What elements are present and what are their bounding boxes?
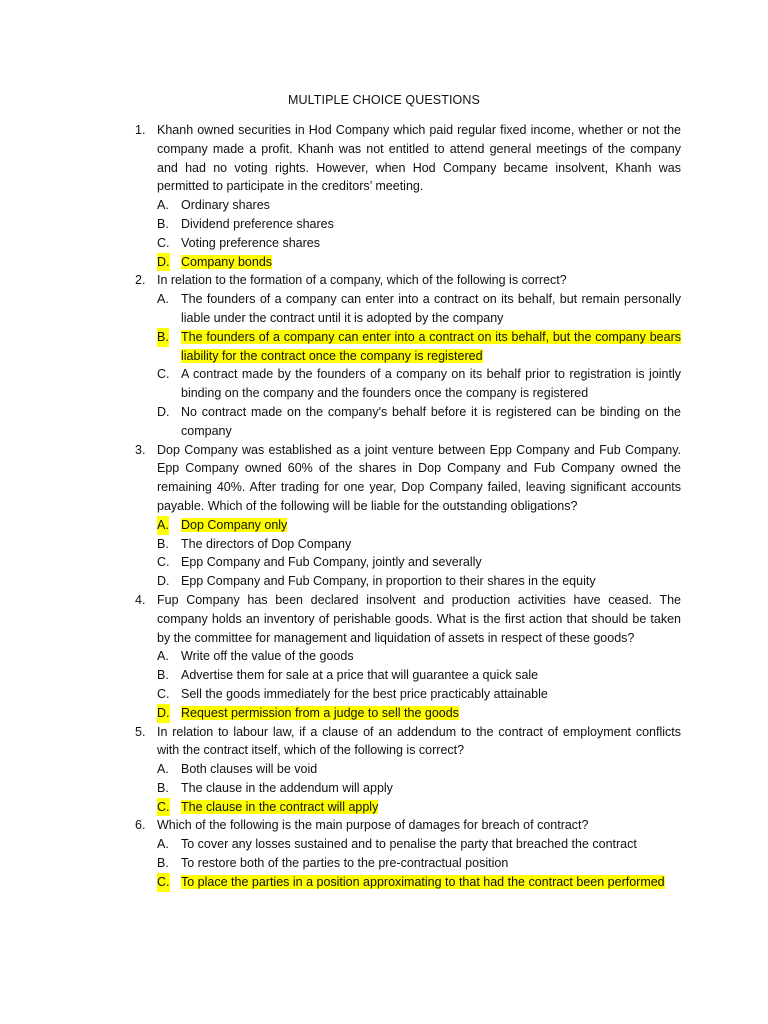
option-letter: B. (157, 668, 169, 683)
answer-option (157, 704, 681, 723)
answer-option (157, 234, 681, 253)
answer-option (157, 647, 681, 666)
option-text (181, 553, 681, 572)
answer-option (157, 835, 681, 854)
option-letter: A. (157, 198, 169, 213)
option-letter: B. (157, 780, 169, 795)
option-text (181, 647, 681, 666)
option-letter: D. (157, 574, 170, 589)
option-text (181, 666, 681, 685)
answer-option (157, 253, 681, 272)
option-text-highlighted (181, 253, 681, 272)
option-label: No contract made on the company's behalf before it is registered can be binding on the company (181, 404, 681, 438)
answer-option (157, 685, 681, 704)
option-label: Dividend preference shares (181, 216, 334, 231)
option-letter: B. (157, 536, 169, 551)
question-4 (135, 591, 681, 723)
option-label: The clause in the addendum will apply (181, 780, 393, 795)
option-label: A contract made by the founders of a company on its behalf prior to registration is jointly binding on the company and the founders once the company is registered (181, 367, 681, 401)
answer-options (157, 835, 681, 891)
option-label: The clause in the contract will apply (181, 799, 379, 814)
question-2 (135, 271, 681, 440)
option-text-highlighted (181, 704, 681, 723)
answer-option (157, 572, 681, 591)
answer-option (157, 760, 681, 779)
question-number: 2. (135, 273, 146, 288)
answer-option (157, 215, 681, 234)
option-label: Company bonds (181, 254, 273, 269)
answer-option (157, 666, 681, 685)
option-text (181, 572, 681, 591)
option-label: To cover any losses sustained and to penalise the party that breached the contract (181, 837, 637, 852)
question-5 (135, 723, 681, 817)
option-letter: B. (157, 856, 169, 871)
option-label: Sell the goods immediately for the best price practicably attainable (181, 686, 548, 701)
option-letter: B. (157, 328, 169, 347)
option-letter: A. (157, 516, 169, 535)
answer-option (157, 516, 681, 535)
question-text: In relation to the formation of a company, which of the following is correct? (157, 273, 567, 288)
question-text: Fup Company has been declared insolvent and production activities have ceased. The company holds an inventory of perishable goods. What is the first action that should be taken by the committee for management and liquidation of assets in respect of these goods? (157, 592, 681, 645)
option-text (181, 760, 681, 779)
option-letter: C. (157, 686, 170, 701)
answer-options (157, 760, 681, 816)
question-number: 4. (135, 592, 146, 607)
option-label: The founders of a company can enter into a contract on its behalf, but remain personally liable under the contract until it is adopted by the company (181, 292, 681, 325)
question-text: In relation to labour law, if a clause of an addendum to the contract of employment conflicts with the contract itself, which of the following is correct? (157, 724, 681, 758)
option-label: Epp Company and Fub Company, jointly and severally (181, 555, 482, 570)
option-text (181, 779, 681, 798)
option-label: Advertise them for sale at a price that will guarantee a quick sale (181, 668, 539, 683)
answer-option (157, 873, 681, 892)
answer-option (157, 779, 681, 798)
answer-option (157, 328, 681, 366)
option-text (181, 403, 681, 441)
option-letter: D. (157, 404, 170, 419)
option-text (181, 196, 681, 215)
answer-option (157, 854, 681, 873)
question-text: Khanh owned securities in Hod Company which paid regular fixed income, whether or not the company made a profit. Khanh was not entitled to attend general meetings of the company and had no voting rights. However, when Hod Company became insolvent, Khanh was permitted to participate in the creditors’ meeting. (157, 123, 681, 194)
question-1 (135, 121, 681, 271)
question-6 (135, 816, 681, 891)
option-label: Ordinary shares (181, 198, 270, 213)
question-text: Which of the following is the main purpose of damages for breach of contract? (157, 818, 589, 833)
option-letter: C. (157, 235, 170, 250)
page-title: MULTIPLE CHOICE QUESTIONS (288, 93, 480, 107)
answer-options (157, 647, 681, 722)
option-text (181, 290, 681, 328)
option-label: The directors of Dop Company (181, 536, 352, 551)
option-letter: D. (157, 704, 170, 723)
option-text-highlighted (181, 516, 681, 535)
question-3 (135, 441, 681, 591)
answer-options (157, 516, 681, 591)
option-label: Epp Company and Fub Company, in proportion to their shares in the equity (181, 574, 596, 589)
option-letter: C. (157, 367, 170, 382)
option-letter: A. (157, 292, 169, 307)
question-number: 5. (135, 724, 146, 739)
question-number: 1. (135, 123, 146, 137)
option-label: Dop Company only (181, 517, 288, 532)
option-label: The founders of a company can enter into a contract on its behalf, but the company bears liability for the contract once the company is registered (181, 329, 681, 363)
answer-option (157, 365, 681, 403)
option-text-highlighted (181, 873, 681, 892)
question-text: Dop Company was established as a joint venture between Epp Company and Fub Company. Epp Company owned 60% of the shares in Dop Company and Fub Company owned the remaining 40%. After trading for one year, Dop Company failed, leaving significant accounts payable. Which of the following will be liable for the outstanding obligations? (157, 442, 681, 513)
option-label: Voting preference shares (181, 235, 320, 250)
option-letter: B. (157, 216, 169, 231)
answer-options (157, 290, 681, 440)
answer-option (157, 535, 681, 554)
option-text (181, 854, 681, 873)
option-letter: C. (157, 555, 170, 570)
answer-option (157, 196, 681, 215)
answer-option (157, 403, 681, 441)
question-number: 6. (135, 818, 146, 833)
option-label: Both clauses will be void (181, 762, 318, 777)
option-letter: C. (157, 798, 170, 817)
answer-option (157, 798, 681, 817)
option-label: Write off the value of the goods (181, 649, 354, 664)
option-text (181, 365, 681, 403)
option-letter: A. (157, 837, 169, 852)
option-text-highlighted (181, 328, 681, 366)
question-list (135, 121, 681, 892)
option-text (181, 835, 681, 854)
option-label: To restore both of the parties to the pre-contractual position (181, 856, 509, 871)
option-letter: A. (157, 649, 169, 664)
option-label: Request permission from a judge to sell the goods (181, 705, 459, 720)
option-text (181, 685, 681, 704)
option-text (181, 215, 681, 234)
question-number: 3. (135, 442, 146, 457)
option-letter: C. (157, 873, 170, 892)
option-letter: D. (157, 253, 170, 272)
answer-option (157, 553, 681, 572)
option-text (181, 535, 681, 554)
option-text (181, 234, 681, 253)
option-label: To place the parties in a position approximating to that had the contract been performed (181, 874, 665, 889)
option-letter: A. (157, 762, 169, 777)
answer-options (157, 196, 681, 271)
answer-option (157, 290, 681, 328)
option-text-highlighted (181, 798, 681, 817)
